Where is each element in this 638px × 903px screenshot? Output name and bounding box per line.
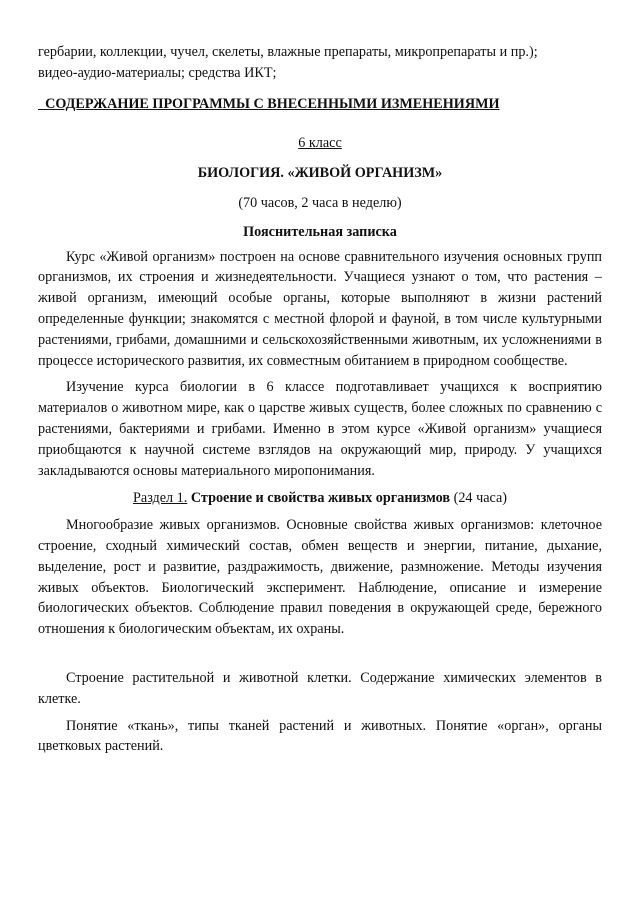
explanatory-note-title: Пояснительная записка [243, 223, 397, 240]
intro-line-1: гербарии, коллекции, чучел, скелеты, влажные препараты, микропрепараты и пр.); [38, 44, 538, 60]
section-1-heading [38, 488, 602, 509]
course-hours: (70 часов, 2 часа в неделю) [238, 194, 402, 211]
section-1-hours: (24 часа) [453, 490, 507, 507]
course-title: БИОЛОГИЯ. «ЖИВОЙ ОРГАНИЗМ» [197, 165, 443, 182]
paragraph-cell-structure: Строение растительной и животной клетки. Содержание химических элементов в клетке. [38, 669, 602, 707]
section-1-label: Раздел 1. [133, 490, 188, 507]
paragraph-course-study: Изучение курса биологии в 6 классе подготавливает учащихся к восприятию материалов о животном мире, как о царстве живых существ, более сложных по сравнению с растениями, бактериями и грибами. Именно в этом курсе «Живой организм» учащиеся приобщаются к научной системе взглядов на окружающий мир, природу. У учащихся закладываются основы материального миропонимания. [38, 379, 602, 479]
paragraph-tissues-organs: Понятие «ткань», типы тканей растений и животных. Понятие «орган», органы цветковых растений. [38, 717, 602, 755]
paragraph-properties: Многообразие живых организмов. Основные свойства живых организмов: клеточное строение, сходный химический состав, обмен веществ и энергии, питание, дыхание, выделение, рост и развитие, раздражимость, движение, размножение. Методы изучения живых объектов. Биологический эксперимент. Наблюдение, описание и измерение биологических объектов. Соблюдение правил поведения в окружающей среде, бережного отношения к биологическим объектам, их охраны. [38, 517, 602, 638]
intro-line-2: видео-аудио-материалы; средства ИКТ; [38, 64, 277, 81]
section-heading: СОДЕРЖАНИЕ ПРОГРАММЫ С ВНЕСЕННЫМИ ИЗМЕНЕНИЯМИ [38, 95, 500, 112]
paragraph-course-description: Курс «Живой организм» построен на основе сравнительного изучения основных групп организмов, их строения и жизнедеятельности. Учащиеся узнают о том, что растения – живой организм, имеющий особые органы, которые выполняют в жизни растений определенные функции; знакомятся с местной флорой и фауной, в том числе культурными растениями, грибами, домашними и сельскохозяйственными животным, их усложнениями в процессе исторического развития, их совместным обитанием в природном сообществе. [38, 248, 602, 369]
section-1-title: Строение и свойства живых организмов [190, 490, 451, 507]
document-page [38, 42, 602, 757]
grade-heading: 6 класс [298, 135, 342, 152]
